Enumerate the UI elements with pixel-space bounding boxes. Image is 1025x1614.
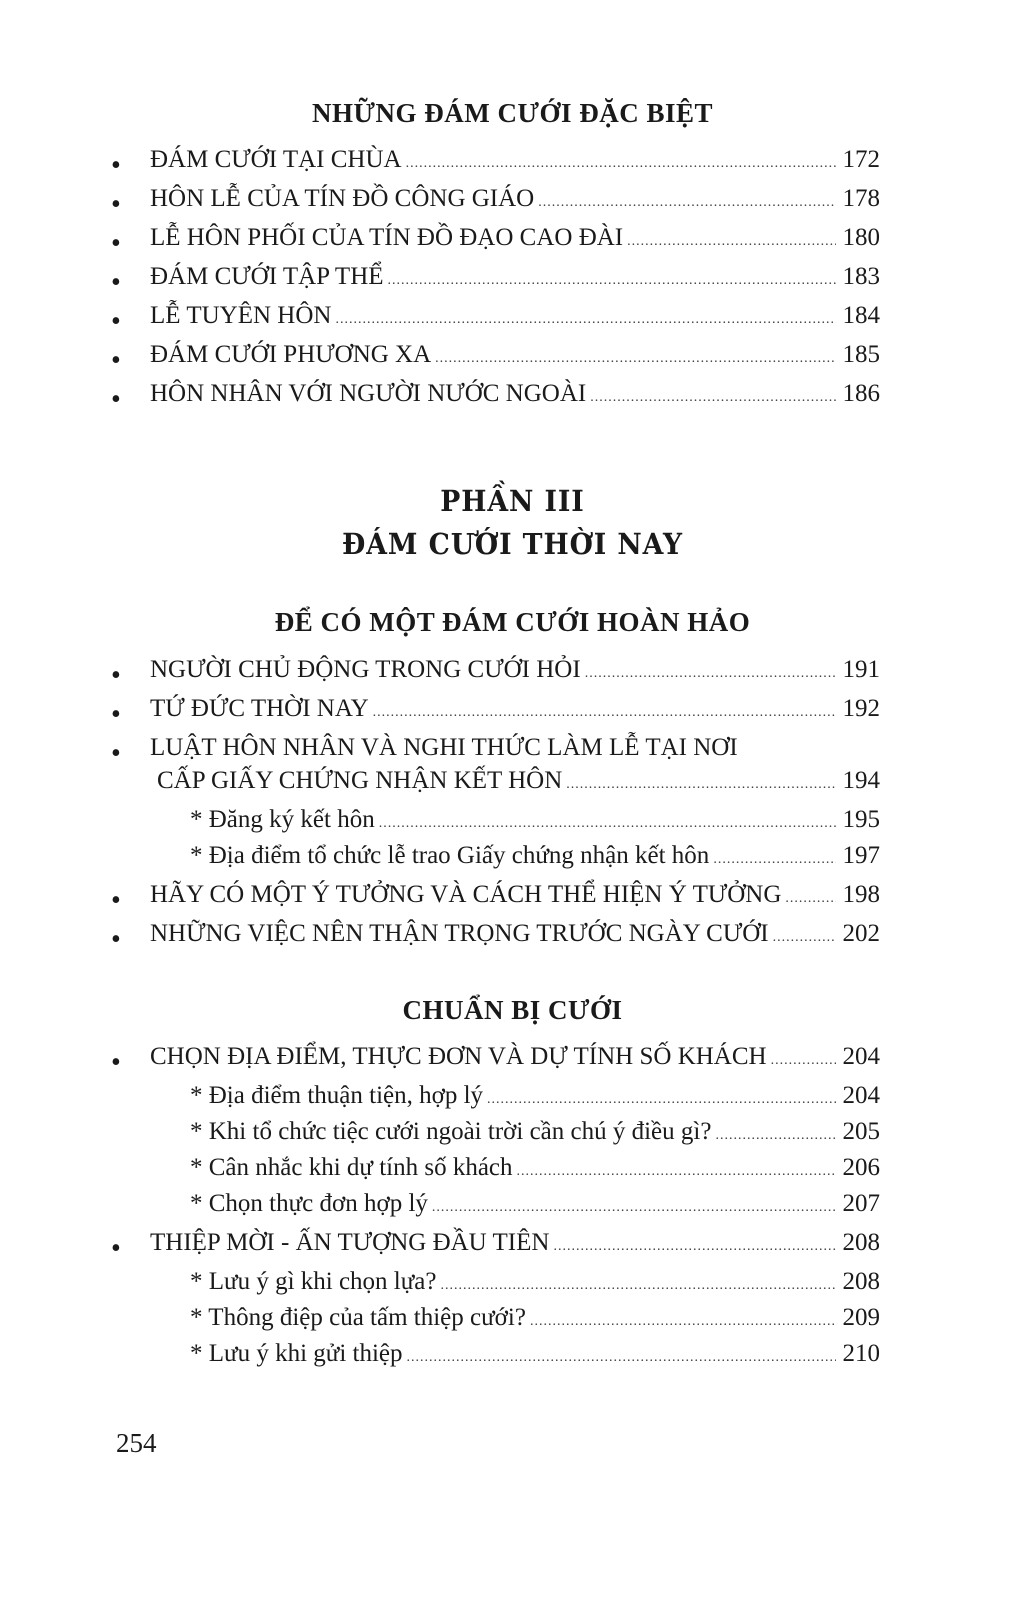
part-number: PHẦN III: [440, 484, 585, 518]
toc-entry-line2[interactable]: [157, 767, 880, 799]
leader-dots: [538, 195, 836, 211]
toc-subentry-text: * Đăng ký kết hôn: [190, 806, 375, 833]
bullet: [111, 1235, 121, 1263]
toc-entry[interactable]: [150, 695, 880, 727]
leader-dots: [441, 1278, 837, 1294]
toc-subentry-page: 195: [842, 806, 880, 833]
leader-dots: [335, 312, 836, 328]
toc-entry-page: 180: [842, 224, 880, 251]
toc-subentry-page: 205: [842, 1118, 880, 1145]
leader-dots: [373, 705, 836, 721]
toc-subentry-page: 209: [842, 1304, 880, 1331]
toc-entry-text: CHỌN ĐỊA ĐIỂM, THỰC ĐƠN VÀ DỰ TÍNH SỐ KHÁCH: [150, 1043, 767, 1070]
toc-entry-text: ĐÁM CƯỚI TẬP THỂ: [150, 263, 384, 290]
toc-subentry-text: * Cân nhắc khi dự tính số khách: [190, 1154, 513, 1181]
toc-entry-text: NHỮNG VIỆC NÊN THẬN TRỌNG TRƯỚC NGÀY CƯỚI: [150, 920, 769, 947]
leader-dots: [517, 1164, 836, 1180]
bullet: [111, 308, 121, 336]
toc-subentry-page: 197: [842, 842, 880, 869]
section-title-special-weddings: NHỮNG ĐÁM CƯỚI ĐẶC BIỆT: [312, 98, 713, 128]
toc-entry[interactable]: [150, 224, 880, 256]
bullet: [111, 269, 121, 297]
toc-entry-page: 183: [842, 263, 880, 290]
toc-entry-text: LUẬT HÔN NHÂN VÀ NGHI THỨC LÀM LỄ TẠI NƠI: [150, 734, 738, 761]
leader-dots: [435, 351, 836, 367]
toc-subentry[interactable]: [190, 1118, 880, 1150]
toc-subentry-text: * Chọn thực đơn hợp lý: [190, 1190, 428, 1217]
toc-entry-page: 184: [842, 302, 880, 329]
toc-entry-page: 202: [842, 920, 880, 947]
toc-entry-page: 185: [842, 341, 880, 368]
bullet: [111, 386, 121, 414]
leader-dots: [785, 891, 836, 907]
toc-subentry-page: 210: [842, 1340, 880, 1367]
toc-subentry-page: 204: [842, 1082, 880, 1109]
leader-dots: [771, 1053, 836, 1069]
toc-entry-text-continued: CẤP GIẤY CHỨNG NHẬN KẾT HÔN: [157, 767, 563, 794]
leader-dots: [553, 1239, 836, 1255]
leader-dots: [406, 156, 836, 172]
toc-entry[interactable]: [150, 185, 880, 217]
toc-entry[interactable]: [150, 302, 880, 334]
toc-subentry-text: * Khi tổ chức tiệc cưới ngoài trời cần chú ý điều gì?: [190, 1118, 712, 1145]
toc-entry-text: LỄ HÔN PHỐI CỦA TÍN ĐỒ ĐẠO CAO ĐÀI: [150, 224, 624, 251]
toc-entry[interactable]: [150, 380, 880, 412]
toc-subentry-page: 208: [842, 1268, 880, 1295]
toc-entry-text: ĐÁM CƯỚI PHƯƠNG XA: [150, 341, 432, 368]
toc-entry-page: 186: [842, 380, 880, 407]
toc-entry-page: 194: [842, 767, 880, 794]
toc-entry-line1[interactable]: [150, 734, 880, 766]
toc-entry-text: HÔN NHÂN VỚI NGƯỜI NƯỚC NGOÀI: [150, 380, 587, 407]
leader-dots: [627, 234, 836, 250]
toc-subentry-page: 207: [842, 1190, 880, 1217]
toc-entry-page: 192: [842, 695, 880, 722]
leader-dots: [388, 273, 836, 289]
part-title: ĐÁM CƯỚI THỜI NAY: [342, 527, 683, 561]
toc-entry-page: 172: [842, 146, 880, 173]
toc-entry-text: ĐÁM CƯỚI TẠI CHÙA: [150, 146, 402, 173]
toc-subentry-text: * Địa điểm thuận tiện, hợp lý: [190, 1082, 484, 1109]
leader-dots: [487, 1092, 836, 1108]
toc-entry-page: 178: [842, 185, 880, 212]
leader-dots: [715, 1128, 836, 1144]
toc-subentry[interactable]: [190, 1190, 880, 1222]
toc-subentry[interactable]: [190, 1304, 880, 1336]
bullet: [111, 347, 121, 375]
section-title-perfect-wedding: ĐỂ CÓ MỘT ĐÁM CƯỚI HOÀN HẢO: [274, 607, 751, 637]
toc-subentry[interactable]: [190, 1154, 880, 1186]
bullet: [111, 662, 121, 690]
toc-subentry[interactable]: [190, 842, 880, 874]
toc-entry[interactable]: [150, 1043, 880, 1075]
toc-entry[interactable]: [150, 920, 880, 952]
leader-dots: [590, 390, 836, 406]
toc-entry-page: 208: [842, 1229, 880, 1256]
bullet: [111, 740, 121, 768]
toc-subentry-page: 206: [842, 1154, 880, 1181]
toc-entry-text: HÃY CÓ MỘT Ý TƯỞNG VÀ CÁCH THỂ HIỆN Ý TƯỞNG: [150, 881, 782, 908]
leader-dots: [407, 1350, 837, 1366]
leader-dots: [773, 930, 836, 946]
leader-dots: [566, 777, 836, 793]
toc-subentry[interactable]: [190, 1340, 880, 1372]
leader-dots: [585, 666, 836, 682]
leader-dots: [713, 852, 836, 868]
bullet: [111, 230, 121, 258]
toc-entry[interactable]: [150, 1229, 880, 1261]
bullet: [111, 191, 121, 219]
toc-subentry[interactable]: [190, 806, 880, 838]
bullet: [111, 887, 121, 915]
toc-subentry-text: * Lưu ý gì khi chọn lựa?: [190, 1268, 437, 1295]
toc-entry-text: THIỆP MỜI - ẤN TƯỢNG ĐẦU TIÊN: [150, 1229, 550, 1256]
leader-dots: [432, 1200, 836, 1216]
toc-subentry[interactable]: [190, 1268, 880, 1300]
leader-dots: [530, 1314, 836, 1330]
toc-entry[interactable]: [150, 341, 880, 373]
toc-entry[interactable]: [150, 656, 880, 688]
bullet: [111, 1049, 121, 1077]
toc-entry-page: 198: [842, 881, 880, 908]
page-number: 254: [116, 1428, 157, 1458]
toc-entry[interactable]: [150, 881, 880, 913]
toc-entry[interactable]: [150, 146, 880, 178]
toc-entry-page: 204: [842, 1043, 880, 1070]
toc-entry-text: NGƯỜI CHỦ ĐỘNG TRONG CƯỚI HỎI: [150, 656, 581, 683]
toc-subentry-text: * Lưu ý khi gửi thiệp: [190, 1340, 403, 1367]
toc-entry[interactable]: [150, 263, 880, 295]
toc-entry-text: HÔN LỄ CỦA TÍN ĐỒ CÔNG GIÁO: [150, 185, 535, 212]
toc-entry-text: TỨ ĐỨC THỜI NAY: [150, 695, 369, 722]
section-title-prepare: CHUẨN BỊ CƯỚI: [402, 995, 623, 1025]
toc-entry-page: 191: [842, 656, 880, 683]
leader-dots: [379, 816, 836, 832]
bullet: [111, 152, 121, 180]
toc-subentry[interactable]: [190, 1082, 880, 1114]
bullet: [111, 701, 121, 729]
toc-subentry-text: * Thông điệp của tấm thiệp cưới?: [190, 1304, 526, 1331]
bullet: [111, 926, 121, 954]
toc-subentry-text: * Địa điểm tổ chức lễ trao Giấy chứng nhận kết hôn: [190, 842, 710, 869]
toc-entry-text: LỄ TUYÊN HÔN: [150, 302, 332, 329]
